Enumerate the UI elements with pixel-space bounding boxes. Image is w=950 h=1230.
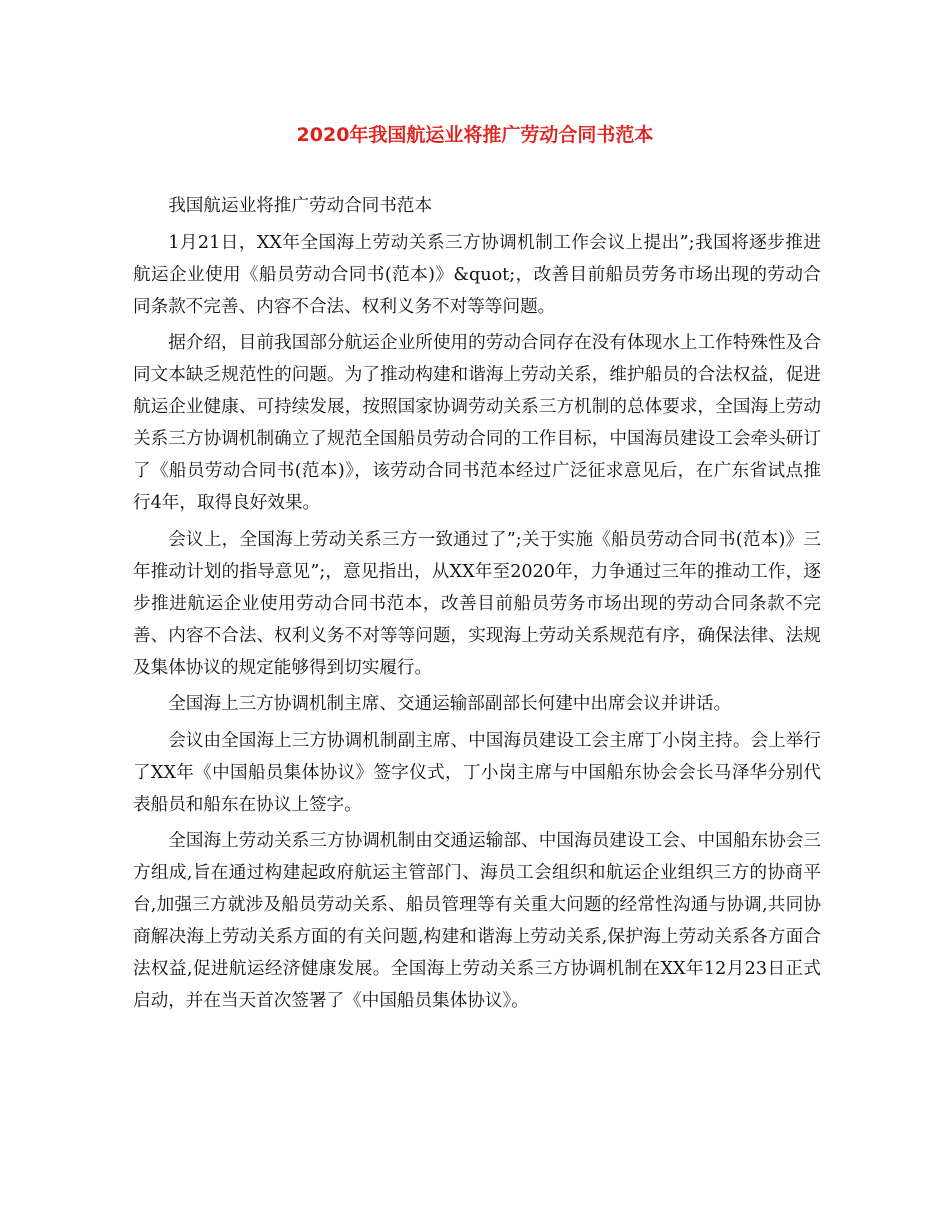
document-body — [133, 190, 821, 1022]
paragraph-2: 据介绍，目前我国部分航运企业所使用的劳动合同存在没有体现水上工作特殊性及合同文本缺乏规范性的问题。为了推动构建和谐海上劳动关系，维护船员的合法权益，促进航运企业健康、可持续发展，按照国家协调劳动关系三方机制的总体要求，全国海上劳动关系三方协调机制确立了规范全国船员劳动合同的工作目标，中国海员建设工会牵头研订了《船员劳动合同书(范本)》，该劳动合同书范本经过广泛征求意见后，在广东省试点推行4年，取得良好效果。 — [133, 333, 821, 513]
paragraph-subtitle: 我国航运业将推广劳动合同书范本 — [168, 196, 433, 216]
document-title: 2020年我国航运业将推广劳动合同书范本 — [296, 124, 654, 146]
paragraph-5: 会议由全国海上三方协调机制副主席、中国海员建设工会主席丁小岗主持。会上举行了XX年《中国船员集体协议》签字仪式，丁小岗主席与中国船东协会会长马泽华分别代表船员和船东在协议上签字。 — [133, 730, 821, 815]
paragraph-3: 会议上，全国海上劳动关系三方一致通过了”;关于实施《船员劳动合同书(范本)》三年推动计划的指导意见”;，意见指出，从XX年至2020年，力争通过三年的推动工作，逐步推进航运企业使用劳动合同书范本，改善目前船员劳务市场出现的劳动合同条款不完善、内容不合法、权利义务不对等等问题，实现海上劳动关系规范有序，确保法律、法规及集体协议的规定能够得到切实履行。 — [133, 529, 821, 678]
paragraph-6: 全国海上劳动关系三方协调机制由交通运输部、中国海员建设工会、中国船东协会三方组成,旨在通过构建起政府航运主管部门、海员工会组织和航运企业组织三方的协商平台,加强三方就涉及船员劳动关系、船员管理等有关重大问题的经常性沟通与协调,共同协商解决海上劳动关系方面的有关问题,构建和谐海上劳动关系,保护海上劳动关系各方面合法权益,促进航运经济健康发展。全国海上劳动关系三方协调机制在XX年12月23日正式启动，并在当天首次签署了《中国船员集体协议》。 — [133, 831, 821, 1011]
paragraph-1: 1月21日，XX年全国海上劳动关系三方协调机制工作会议上提出”;我国将逐步推进航运企业使用《船员劳动合同书(范本)》&quot;，改善目前船员劳务市场出现的劳动合同条款不完善、内容不合法、权利义务不对等等问题。 — [133, 232, 821, 317]
paragraph-4: 全国海上三方协调机制主席、交通运输部副部长何建中出席会议并讲话。 — [168, 694, 732, 714]
